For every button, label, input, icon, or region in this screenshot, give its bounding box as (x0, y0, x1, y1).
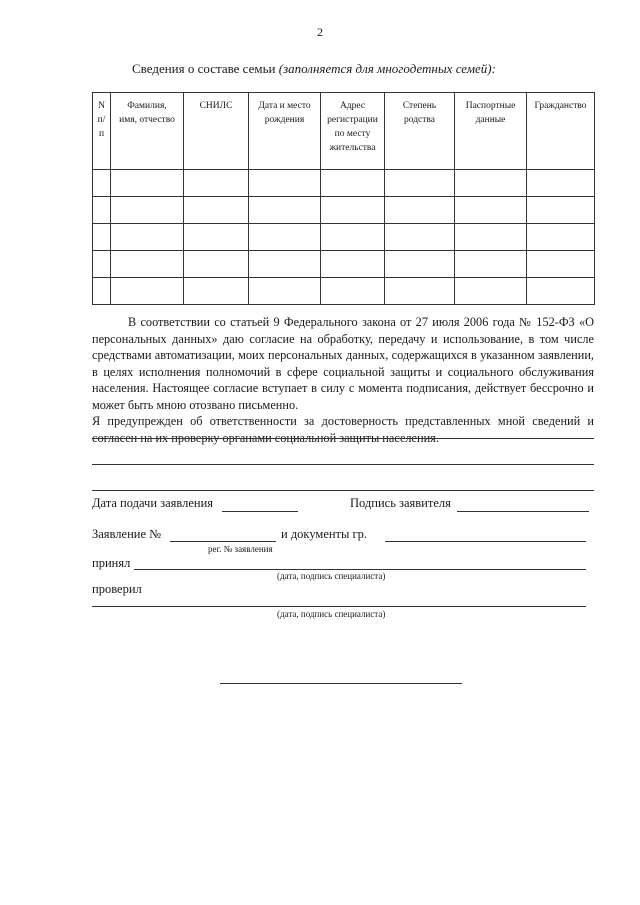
col-header-relationship: Степень родства (385, 93, 455, 170)
table-cell[interactable] (321, 278, 385, 305)
table-cell[interactable] (93, 251, 111, 278)
table-row (93, 278, 595, 305)
table-cell[interactable] (385, 224, 455, 251)
table-row (93, 251, 595, 278)
section-heading-text: Сведения о составе семьи (132, 61, 279, 76)
blank-line[interactable] (92, 490, 594, 491)
col-header-full-name: Фамилия, имя, отчество (111, 93, 184, 170)
applicant-signature-field[interactable] (457, 511, 589, 512)
table-cell[interactable] (385, 278, 455, 305)
table-cell[interactable] (249, 197, 321, 224)
table-cell[interactable] (455, 278, 527, 305)
accepted-field[interactable] (134, 569, 586, 570)
col-header-number: N п/ п (93, 93, 111, 170)
accepted-note: (дата, подпись специалиста) (277, 571, 386, 581)
table-cell[interactable] (527, 197, 595, 224)
consent-paragraph: В соответствии со статьей 9 Федерального закона от 27 июля 2006 года № 152-ФЗ «О персональных данных» даю согласие на обработку, передачу и использование, в том числе средствами автоматизации, моих персональных данных, содержащихся в указанном заявлении, в целях исполнения полномочий в сфере социальной защиты и социального обслуживания населения. Настоящее согласие вступает в силу с момента подписания, действует бессрочно и может быть мною отозвано письменно. (92, 315, 594, 412)
documents-holder-field[interactable] (385, 541, 586, 542)
table-cell[interactable] (455, 170, 527, 197)
reg-number-note: рег. № заявления (208, 544, 273, 554)
table-cell[interactable] (184, 251, 249, 278)
table-row (93, 197, 595, 224)
table-cell[interactable] (184, 278, 249, 305)
table-cell[interactable] (111, 278, 184, 305)
table-cell[interactable] (249, 224, 321, 251)
col-header-citizenship: Гражданство (527, 93, 595, 170)
checked-note: (дата, подпись специалиста) (277, 609, 386, 619)
table-cell[interactable] (249, 251, 321, 278)
application-number-field[interactable] (170, 541, 276, 542)
table-cell[interactable] (455, 224, 527, 251)
table-cell[interactable] (184, 224, 249, 251)
table-cell[interactable] (111, 197, 184, 224)
table-row (93, 170, 595, 197)
accepted-label: принял (92, 556, 131, 570)
blank-line[interactable] (92, 438, 594, 439)
table-cell[interactable] (385, 170, 455, 197)
documents-label: и документы гр. (281, 527, 368, 541)
table-cell[interactable] (321, 197, 385, 224)
checked-field[interactable] (92, 606, 586, 607)
section-heading-note: (заполняется для многодетных семей): (278, 61, 496, 76)
table-cell[interactable] (249, 278, 321, 305)
table-cell[interactable] (385, 251, 455, 278)
table-cell[interactable] (111, 251, 184, 278)
table-cell[interactable] (111, 170, 184, 197)
blank-line[interactable] (92, 464, 594, 465)
checked-label: проверил (92, 582, 142, 596)
table-cell[interactable] (527, 170, 595, 197)
col-header-birth-date-place: Дата и место рождения (249, 93, 321, 170)
applicant-signature-label: Подпись заявителя (350, 496, 451, 510)
table-cell[interactable] (527, 251, 595, 278)
table-cell[interactable] (184, 170, 249, 197)
table-cell[interactable] (249, 170, 321, 197)
table-row (93, 224, 595, 251)
closing-separator (220, 683, 462, 684)
page-number: 2 (317, 25, 323, 39)
table-header-row (93, 93, 595, 170)
table-cell[interactable] (455, 251, 527, 278)
table-cell[interactable] (93, 278, 111, 305)
table-cell[interactable] (184, 197, 249, 224)
table-cell[interactable] (455, 197, 527, 224)
table-cell[interactable] (93, 170, 111, 197)
col-header-passport: Паспортные данные (455, 93, 527, 170)
col-header-snils: СНИЛС (184, 93, 249, 170)
section-heading (132, 61, 496, 77)
table-cell[interactable] (321, 170, 385, 197)
table-cell[interactable] (93, 224, 111, 251)
submission-date-field[interactable] (222, 511, 298, 512)
table-cell[interactable] (321, 224, 385, 251)
table-cell[interactable] (93, 197, 111, 224)
table-cell[interactable] (321, 251, 385, 278)
consent-text (92, 314, 594, 446)
table-cell[interactable] (385, 197, 455, 224)
family-composition-table (92, 92, 595, 305)
responsibility-paragraph: Я предупрежден об ответственности за достоверность представленных мной сведений и согласен на их проверку органами социальной защиты населения. (92, 414, 594, 445)
col-header-registration-address: Адрес регистрации по месту жительства (321, 93, 385, 170)
application-number-label: Заявление № (92, 527, 162, 541)
table-cell[interactable] (111, 224, 184, 251)
table-cell[interactable] (527, 224, 595, 251)
submission-date-label: Дата подачи заявления (92, 496, 214, 510)
table-cell[interactable] (527, 278, 595, 305)
